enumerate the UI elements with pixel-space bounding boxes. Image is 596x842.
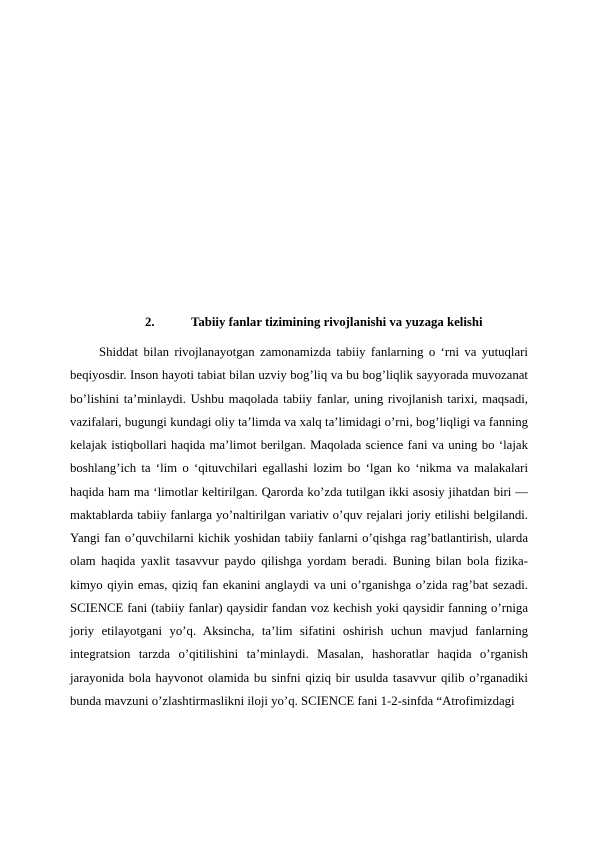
section-title: Tabiiy fanlar tizimining rivojlanishi va yuzaga kelishi	[191, 315, 483, 329]
body-paragraph: Shiddat bilan rivojlanayotgan zamonamizda tabiiy fanlarning o ‘rni va yutuqlari beqiyosdir. Inson hayoti tabiat bilan uzviy bog’liq va bu bog’liqlik sayyorada muvozanat bo’lishini ta’minlaydi. Ushbu maqolada tabiiy fanlar, uning rivojlanish tarixi, maqsadi, vazifalari, bugungi kundagi oliy ta’limda va xalq ta’limidagi o’rni, bog’liqligi va fanning kelajak istiqbollari haqida ma’limot berilgan. Maqolada science fani va uning bo ‘lajak boshlang’ich ta ‘lim o ‘qituvchilari egallashi lozim bo ‘lgan ko ‘nikma va malakalari haqida ham ma ‘limotlar keltirilgan. Qarorda ko’zda tutilgan ikki asosiy jihatdan biri — maktablarda tabiiy fanlarga yo’naltirilgan variativ o’quv rejalari joriy etilishi belgilandi. Yangi fan o’quvchilarni kichik yoshidan tabiiy fanlarni o’qishga rag’batlantirish, ularda olam haqida yaxlit tasavvur paydo qilishga yordam beradi. Buning bilan bola fizika-kimyo qiyin emas, qiziq fan ekanini anglaydi va uni o’rganishga o’zida rag’bat sezadi. SCIENCE fani (tabiiy fanlar) qaysidir fandan voz kechish yoki qaysidir fanning o’rniga joriy etilayotgani yo’q. Aksincha, ta’lim sifatini oshirish uchun mavjud fanlarning integratsion tarzda o’qitilishini ta’minlaydi. Masalan, hashoratlar haqida o’rganish jarayonida bola hayvonot olamida bu sinfni qiziq bir usulda tasavvur qilib o’rganadiki bunda mavzuni o’zlashtirmaslikni iloji yo’q. SCIENCE fani 1-2-sinfda “Atrofimizdagi	[70, 345, 528, 708]
section-number: 2.	[145, 315, 155, 329]
